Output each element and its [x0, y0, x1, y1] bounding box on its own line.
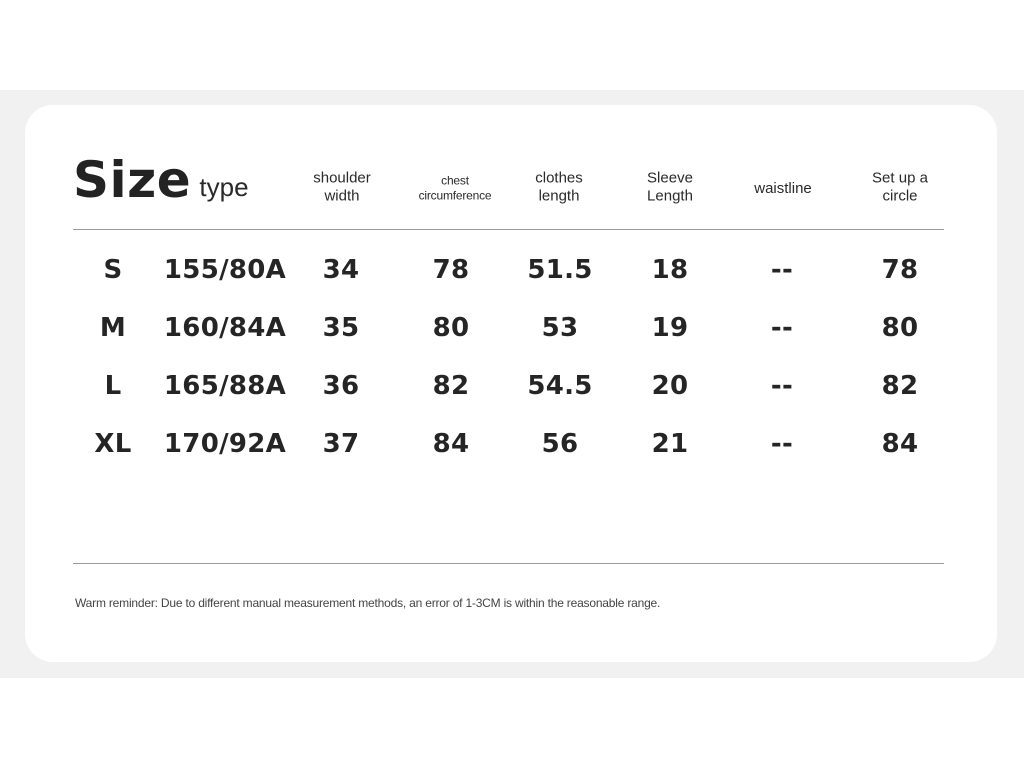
cell-size: L: [104, 371, 122, 401]
chart-title: Size: [73, 151, 192, 209]
cell-waistline: --: [770, 429, 794, 459]
cell-sleeve-length: 18: [651, 255, 689, 285]
cell-clothes-length: 56: [541, 429, 579, 459]
cell-type: 165/88A: [163, 371, 287, 401]
cell-shoulder-width: 34: [322, 255, 360, 285]
footer-divider: [73, 563, 944, 564]
header-type: type: [199, 172, 249, 202]
cell-clothes-length: 51.5: [527, 255, 593, 285]
header-divider: [73, 229, 944, 230]
cell-circle: 82: [881, 371, 919, 401]
cell-type: 160/84A: [163, 313, 287, 343]
cell-clothes-length: 54.5: [527, 371, 593, 401]
cell-waistline: --: [770, 255, 794, 285]
cell-size: M: [99, 313, 127, 343]
cell-size: XL: [94, 429, 132, 459]
cell-type: 170/92A: [163, 429, 287, 459]
header-chest-circumference: chest circumference: [418, 173, 492, 202]
cell-type: 155/80A: [163, 255, 287, 285]
cell-sleeve-length: 20: [651, 371, 689, 401]
cell-chest-circumference: 80: [432, 313, 470, 343]
cell-sleeve-length: 19: [651, 313, 689, 343]
cell-chest-circumference: 78: [432, 255, 470, 285]
cell-chest-circumference: 84: [432, 429, 470, 459]
cell-waistline: --: [770, 313, 794, 343]
cell-circle: 78: [881, 255, 919, 285]
cell-clothes-length: 53: [541, 313, 579, 343]
cell-circle: 80: [881, 313, 919, 343]
cell-waistline: --: [770, 371, 794, 401]
cell-sleeve-length: 21: [651, 429, 689, 459]
header-sleeve-length: Sleeve Length: [647, 169, 693, 205]
header-waistline: waistline: [754, 179, 812, 197]
measurement-note: Warm reminder: Due to different manual measurement methods, an error of 1-3CM is within the reasonable range.: [75, 596, 661, 610]
header-shoulder-width: shoulder width: [313, 169, 371, 205]
header-circle: Set up a circle: [872, 169, 928, 205]
cell-shoulder-width: 35: [322, 313, 360, 343]
cell-size: S: [103, 255, 123, 285]
cell-chest-circumference: 82: [432, 371, 470, 401]
cell-shoulder-width: 36: [322, 371, 360, 401]
header-clothes-length: clothes length: [535, 169, 583, 205]
cell-circle: 84: [881, 429, 919, 459]
cell-shoulder-width: 37: [322, 429, 360, 459]
